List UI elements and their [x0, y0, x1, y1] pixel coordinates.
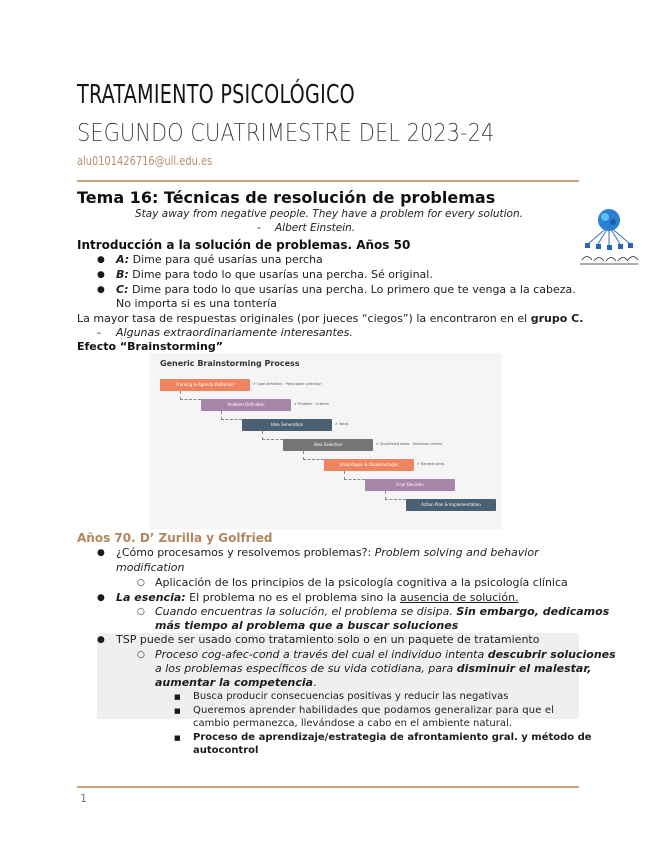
- diagram-connector: [180, 391, 201, 400]
- diagram-step: Advantages & Disadvantages: [324, 459, 414, 471]
- diagram-step: Problem Definition: [201, 399, 291, 411]
- sub-item-learning-continued: autocontrol: [193, 745, 259, 756]
- header-divider: [77, 180, 579, 182]
- diagram-step: Idea Generation: [242, 419, 332, 431]
- author-email: alu0101426716@ull.edu.es: [77, 154, 213, 168]
- diagram-step-note: ✔ Shortlisted ideas · Selection criteria: [376, 442, 443, 446]
- diagram-connector: [303, 451, 324, 460]
- brainstorming-process-diagram: [150, 353, 502, 529]
- process-definition: Proceso cog-afec-cond a través del cual el individuo intenta descubrir soluciones: [155, 648, 616, 661]
- processing-question: ¿Cómo procesamos y resolvemos problemas?: Problem solving and behavior: [116, 546, 539, 559]
- bullet-dot: ●: [97, 593, 105, 603]
- bullet-dot: ●: [97, 255, 105, 265]
- sub-item-generalize-continued: cambio permanezca, llevándose a cabo en el ambiente natural.: [193, 718, 512, 729]
- sub-item-learning: Proceso de aprendizaje/estrategia de afrontamiento gral. y método de: [193, 732, 592, 743]
- footer-divider: [77, 786, 579, 788]
- diagram-connector: [221, 411, 242, 420]
- cognitive-application: Aplicación de los principios de la psicología cognitiva a la psicología clínica: [155, 576, 568, 589]
- diagram-step: Framing & Agenda Definition: [160, 379, 250, 391]
- diagram-step: Action Plan & Implementation: [406, 499, 496, 511]
- sub-item-consequences: Busca producir consecuencias positivas y reducir las negativas: [193, 691, 509, 702]
- intro-item-c-continued: No importa si es una tontería: [116, 297, 277, 310]
- zurilla-heading: Años 70. D’ Zurilla y Golfried: [77, 531, 273, 545]
- intro-result-note: Algunas extraordinariamente interesantes.: [116, 326, 353, 339]
- diagram-step-note: ✔ Ranked ideas: [417, 462, 445, 466]
- brainstorming-heading: Efecto “Brainstorming”: [77, 340, 223, 353]
- intro-item-c: C: Dime para todo lo que usarías una percha. Lo primero que te venga a la cabeza.: [116, 283, 576, 296]
- epigraph-author: Albert Einstein.: [275, 222, 356, 234]
- tsp-line: TSP puede ser usado como tratamiento solo o en un paquete de tratamiento: [116, 633, 540, 646]
- intro-item-a: A: Dime para qué usarías una percha: [116, 253, 323, 266]
- diagram-step: Idea Selection: [283, 439, 373, 451]
- essence-line: La esencia: El problema no es el problema sino la ausencia de solución.: [116, 591, 519, 604]
- diagram-connector: [344, 471, 365, 480]
- bullet-circle: ○: [137, 578, 145, 588]
- essence-sub: Cuando encuentras la solución, el problema se disipa. Sin embargo, dedicamos: [155, 605, 610, 618]
- process-definition-3: aumentar la competencia.: [155, 676, 317, 689]
- bullet-dot: ●: [97, 270, 105, 280]
- essence-sub-continued: más tiempo al problema que a buscar soluciones: [155, 619, 459, 632]
- diagram-step-note: ✔ Goal definition · Participant selection: [253, 382, 322, 386]
- diagram-connector: [385, 491, 406, 500]
- diagram-step-note: ✔ Ideas: [335, 422, 349, 426]
- diagram-step-note: ✔ Problem · Criteria: [294, 402, 329, 406]
- intro-result: La mayor tasa de respuestas originales (por jueces “ciegos”) la encontraron en el grupo C.: [77, 312, 584, 325]
- topic-title: Tema 16: Técnicas de resolución de problemas: [77, 188, 496, 207]
- bullet-square: ■: [174, 734, 181, 742]
- bullet-dot: ●: [97, 635, 105, 645]
- bullet-dot: ●: [97, 285, 105, 295]
- epigraph-dash: -: [257, 222, 261, 234]
- document-title: TRATAMIENTO PSICOLÓGICO: [77, 80, 355, 110]
- bullet-circle: ○: [137, 650, 145, 660]
- page-number: 1: [80, 792, 87, 805]
- diagram-connector: [262, 431, 283, 440]
- bullet-circle: ○: [137, 607, 145, 617]
- intro-result-dash: -: [97, 326, 101, 339]
- diagram-title: Generic Brainstorming Process: [160, 359, 300, 368]
- brain-network-illustration: [578, 204, 640, 270]
- bullet-square: ■: [174, 693, 181, 701]
- bullet-dot: ●: [97, 548, 105, 558]
- diagram-step: Final Decision: [365, 479, 455, 491]
- intro-heading: Introducción a la solución de problemas. Años 50: [77, 238, 411, 252]
- processing-question-continued: modification: [116, 561, 185, 574]
- bullet-square: ■: [174, 707, 181, 715]
- intro-item-b: B: Dime para todo lo que usarías una percha. Sé original.: [116, 268, 433, 281]
- process-definition-2: a los problemas específicos de su vida cotidiana, para disminuir el malestar,: [155, 662, 592, 675]
- sub-item-generalize: Queremos aprender habilidades que podamos generalizar para que el: [193, 705, 555, 716]
- epigraph-quote: Stay away from negative people. They have a problem for every solution.: [135, 208, 523, 220]
- document-subtitle: SEGUNDO CUATRIMESTRE DEL 2023-24: [77, 118, 495, 147]
